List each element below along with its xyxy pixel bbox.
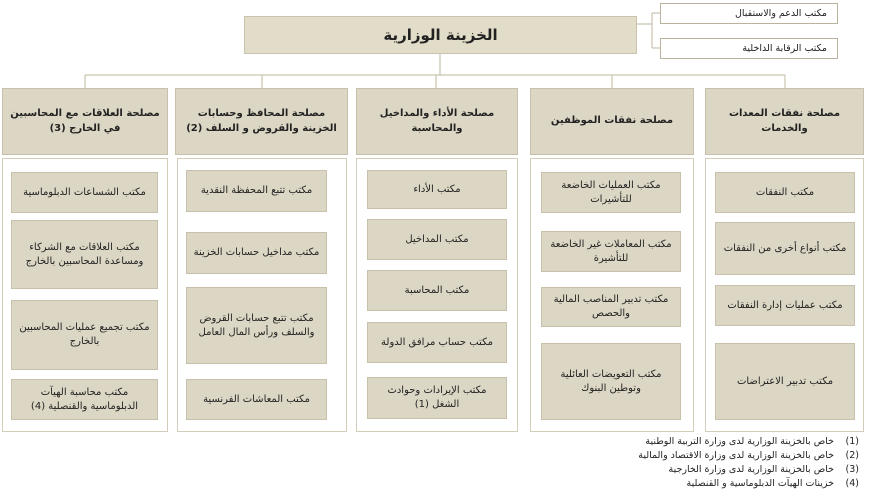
- office-box: [715, 285, 855, 326]
- footnote: [638, 450, 859, 462]
- office-label: مكتب الشساعات الدبلوماسية: [23, 186, 146, 198]
- footnote: [669, 464, 859, 476]
- department-title: مصلحة المحافظ وحسابات الخزينة والقروض و السلف (2): [186, 108, 337, 134]
- office-box: [186, 232, 327, 274]
- office-label: مكتب النفقات: [755, 186, 815, 198]
- office-label: مكتب تتبع حسابات القروض والسلف ورأس المال العامل: [198, 312, 315, 338]
- office-box: [715, 222, 855, 275]
- footnote-number: (2): [845, 450, 859, 461]
- office-label: مكتب تدبير المناصب المالية والحصص: [553, 294, 669, 319]
- department-foreign-accountants: [2, 88, 168, 155]
- office-label: مكتب أنواع أخرى من النفقات: [723, 242, 847, 254]
- office-box: [186, 170, 327, 212]
- office-box: [367, 322, 507, 363]
- office-box: [11, 172, 158, 213]
- department-title: مصلحة نفقات الموظفين: [550, 115, 674, 127]
- footnote-text: خاص بالخزينة الوزارية لدى وزارة التربية الوطنية: [645, 436, 834, 447]
- office-box: [367, 270, 507, 311]
- department-payment-revenue-accounting: [356, 88, 518, 155]
- office-box: [11, 300, 158, 370]
- department-title: مصلحة الأداء والمداخيل والمحاسبة: [379, 108, 495, 134]
- office-label: مكتب المحاسبة: [404, 284, 470, 296]
- office-box: [367, 219, 507, 260]
- office-label: مكتب الأداء: [413, 183, 461, 195]
- office-box: [11, 220, 158, 289]
- office-label: مكتب حساب مرافق الدولة: [381, 336, 493, 348]
- office-box: [715, 343, 855, 420]
- office-box: [186, 287, 327, 364]
- department-staff-expenses: [530, 88, 694, 155]
- office-label: مكتب تدبير الاعتراضات: [736, 375, 834, 387]
- footnote-text: خاص بالخزينة الوزارية لدى وزارة الاقتصاد والمالية: [638, 450, 834, 461]
- side-office-support: [660, 3, 838, 24]
- department-equipment-services: [705, 88, 864, 155]
- page-title: الخزينة الوزارية: [383, 25, 498, 44]
- office-box: [11, 379, 158, 420]
- department-title: مصلحة نفقات المعدات والخدمات: [728, 108, 841, 134]
- department-title: مصلحة العلاقات مع المحاسبين في الخارج (3): [10, 108, 160, 134]
- footnote-text: خاص بالخزينة الوزارية لدى وزارة الخارجية: [668, 464, 834, 475]
- office-label: مكتب تجميع عمليات المحاسبين بالخارج: [19, 322, 150, 347]
- office-box: [541, 172, 681, 213]
- side-office-label: مكتب الدعم والاستقبال: [734, 7, 827, 19]
- footnote-number: (4): [845, 478, 859, 489]
- footnote: [645, 436, 859, 448]
- office-label: مكتب العمليات الخاضعة للتأشيرات: [561, 179, 661, 205]
- office-box: [367, 170, 507, 209]
- office-box: [715, 172, 855, 213]
- office-label: مكتب مداخيل حسابات الخزينة: [193, 247, 320, 258]
- department-portfolios-treasury-accounts: [175, 88, 348, 155]
- footnote-text: خزينات الهيآت الدبلوماسية و القنصلية: [686, 478, 834, 489]
- office-label: مكتب محاسبة الهيآت الدبلوماسية والقنصلية (4): [30, 386, 139, 412]
- top-title-box: [244, 16, 637, 54]
- office-label: مكتب المعاشات الفرنسية: [203, 393, 310, 405]
- office-box: [541, 231, 681, 272]
- footnote-number: (3): [845, 464, 859, 475]
- office-box: [541, 287, 681, 327]
- office-label: مكتب التعويضات العائلية وتوطين البنوك: [560, 368, 662, 394]
- office-box: [367, 377, 507, 419]
- office-label: مكتب عمليات إدارة النفقات: [727, 299, 843, 311]
- office-label: مكتب المعاملات غير الخاضعة للتأشيرة: [550, 238, 672, 264]
- office-label: مكتب تتبع المحفظة النقدية: [200, 185, 313, 196]
- side-office-label: مكتب الرقابة الداخلية: [742, 42, 827, 54]
- side-office-internal-control: [660, 38, 838, 59]
- office-box: [186, 379, 327, 420]
- office-label: مكتب الإيرادات وحوادث الشغل (1): [387, 385, 487, 410]
- office-label: مكتب العلاقات مع الشركاء ومساعدة المحاسبين بالخارج: [25, 241, 144, 267]
- office-label: مكتب المداخيل: [405, 233, 469, 245]
- footnote: [687, 478, 859, 490]
- office-box: [541, 343, 681, 420]
- footnote-number: (1): [845, 436, 859, 447]
